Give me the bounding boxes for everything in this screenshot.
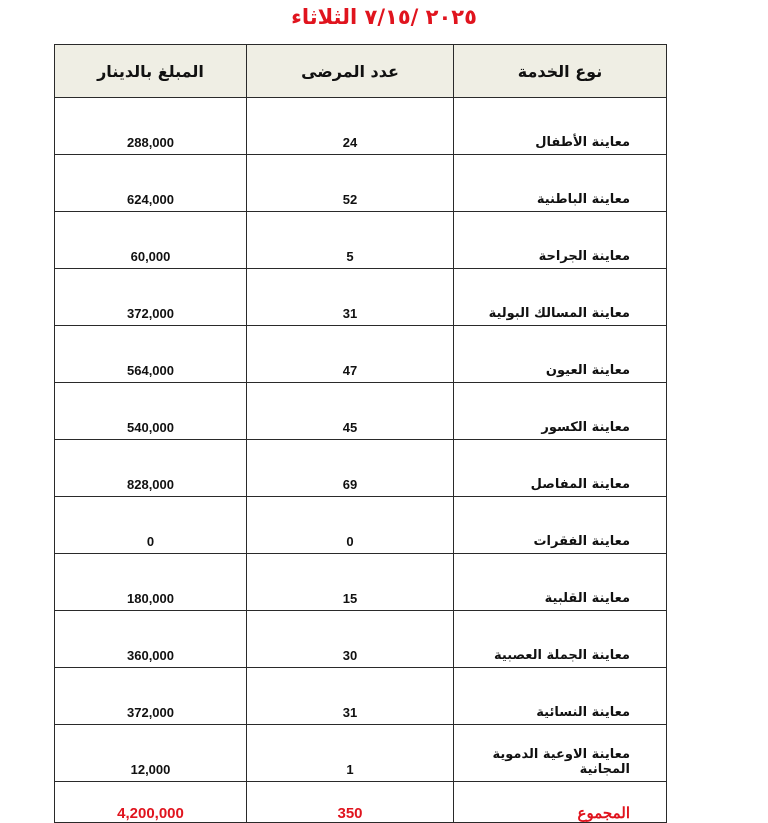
amount-cell: 60,000 xyxy=(55,212,247,269)
service-cell: معاينة الاوعية الدموية المجانية xyxy=(454,725,667,782)
count-cell: 31 xyxy=(247,668,454,725)
service-cell: معاينة الباطنية xyxy=(454,155,667,212)
count-cell: 31 xyxy=(247,269,454,326)
column-header-count: عدد المرضى xyxy=(247,45,454,98)
amount-cell: 564,000 xyxy=(55,326,247,383)
total-count: 350 xyxy=(247,782,454,823)
table-row xyxy=(55,212,667,269)
service-cell: معاينة الفقرات xyxy=(454,497,667,554)
service-cell: معاينة النسائية xyxy=(454,668,667,725)
count-cell: 52 xyxy=(247,155,454,212)
count-cell: 1 xyxy=(247,725,454,782)
table-row xyxy=(55,668,667,725)
count-cell: 30 xyxy=(247,611,454,668)
amount-cell: 372,000 xyxy=(55,269,247,326)
column-header-service: نوع الخدمة xyxy=(454,45,667,98)
service-cell: معاينة القلبية xyxy=(454,554,667,611)
amount-cell: 12,000 xyxy=(55,725,247,782)
total-label: المجموع xyxy=(454,782,667,823)
table-row xyxy=(55,269,667,326)
table-row xyxy=(55,554,667,611)
table-header-row xyxy=(55,45,667,98)
page-title: ٢٠٢٥ /٧/١٥ الثلاثاء xyxy=(291,5,477,29)
service-cell: معاينة الجملة العصبية xyxy=(454,611,667,668)
amount-cell: 180,000 xyxy=(55,554,247,611)
service-cell: معاينة المفاصل xyxy=(454,440,667,497)
table-row xyxy=(55,383,667,440)
amount-cell: 372,000 xyxy=(55,668,247,725)
table-row xyxy=(55,725,667,782)
services-table xyxy=(54,44,667,823)
count-cell: 45 xyxy=(247,383,454,440)
amount-cell: 540,000 xyxy=(55,383,247,440)
table-row xyxy=(55,98,667,155)
service-cell: معاينة الأطفال xyxy=(454,98,667,155)
amount-cell: 828,000 xyxy=(55,440,247,497)
count-cell: 15 xyxy=(247,554,454,611)
table-row xyxy=(55,497,667,554)
count-cell: 0 xyxy=(247,497,454,554)
column-header-amount: المبلغ بالدينار xyxy=(55,45,247,98)
table-row xyxy=(55,611,667,668)
service-cell: معاينة العيون xyxy=(454,326,667,383)
amount-cell: 624,000 xyxy=(55,155,247,212)
total-amount: 4,200,000 xyxy=(55,782,247,823)
total-row xyxy=(55,782,667,823)
service-cell: معاينة الجراحة xyxy=(454,212,667,269)
count-cell: 47 xyxy=(247,326,454,383)
amount-cell: 360,000 xyxy=(55,611,247,668)
count-cell: 24 xyxy=(247,98,454,155)
amount-cell: 288,000 xyxy=(55,98,247,155)
service-cell: معاينة الكسور xyxy=(454,383,667,440)
amount-cell: 0 xyxy=(55,497,247,554)
table-row xyxy=(55,440,667,497)
table-row xyxy=(55,155,667,212)
service-cell: معاينة المسالك البولية xyxy=(454,269,667,326)
table-row xyxy=(55,326,667,383)
count-cell: 69 xyxy=(247,440,454,497)
count-cell: 5 xyxy=(247,212,454,269)
